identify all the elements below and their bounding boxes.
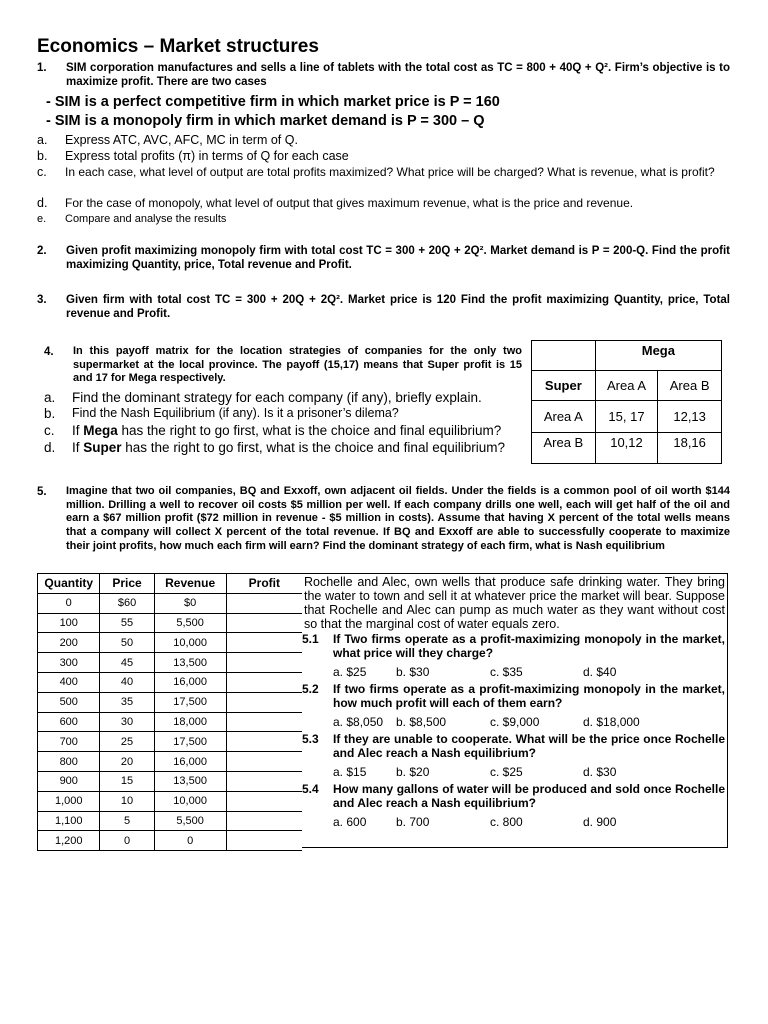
subq-5-2-text: If two firms operate as a profit-maximizing monopoly in the market, how much profit will each of them earn? — [333, 682, 725, 710]
payoff-matrix — [531, 340, 722, 464]
q1b-label: b. — [37, 149, 48, 163]
q4c-label: c. — [44, 423, 55, 438]
quantity-cell: 0 — [38, 593, 100, 613]
option-d[interactable]: d. $40 — [583, 665, 617, 679]
revenue-cell: 13,500 — [154, 771, 226, 791]
profit-cell — [226, 633, 302, 653]
matrix-col-header-a: Area A — [595, 371, 658, 401]
quantity-cell: 300 — [38, 653, 100, 673]
revenue-cell: 17,500 — [154, 692, 226, 712]
q4b-text: Find the Nash Equilibrium (if any). Is it a prisoner’s dilema? — [72, 406, 399, 420]
profit-cell — [226, 613, 302, 633]
q1c-label: c. — [37, 165, 47, 179]
table-row — [38, 811, 303, 831]
table-row — [38, 672, 303, 692]
profit-cell — [226, 653, 302, 673]
matrix-col-header-b: Area B — [658, 371, 722, 401]
table-row — [38, 752, 303, 772]
q4d-label: d. — [44, 440, 56, 455]
q5-number: 5. — [37, 486, 47, 498]
quantity-cell: 400 — [38, 672, 100, 692]
option-b[interactable]: b. 700 — [396, 815, 430, 829]
quantity-cell: 100 — [38, 613, 100, 633]
option-b[interactable]: b. $8,500 — [396, 715, 447, 729]
matrix-cell-ab: 12,13 — [658, 401, 722, 432]
price-cell: 0 — [100, 831, 154, 851]
profit-cell — [226, 811, 302, 831]
page-title: Economics – Market structures — [37, 36, 319, 57]
q1-case-2: - SIM is a monopoly firm in which market demand is P = 300 – Q — [46, 113, 485, 129]
q4a-text: Find the dominant strategy for each company (if any), briefly explain. — [72, 390, 482, 405]
matrix-row-player: Super — [532, 371, 596, 401]
q4a-label: a. — [44, 390, 56, 405]
revenue-cell: 18,000 — [154, 712, 226, 732]
option-b[interactable]: b. $30 — [396, 665, 430, 679]
price-cell: 45 — [100, 653, 154, 673]
quantity-cell: 500 — [38, 692, 100, 712]
price-cell: 30 — [100, 712, 154, 732]
table-row — [38, 771, 303, 791]
table-row — [38, 712, 303, 732]
rochelle-intro-text: Rochelle and Alec, own wells that produce safe drinking water. They bring the water to town and sell it at whatever price the market will bear. Suppose that Rochelle and Alec can pump as much water as they want without cost so that the marginal cost of water equals zero. — [304, 575, 725, 631]
q1d-text: For the case of monopoly, what level of output that gives maximum revenue, what is the price and revenue. — [65, 196, 634, 210]
col-header-quantity: Quantity — [38, 574, 100, 594]
q1a-text: Express ATC, AVC, AFC, MC in term of Q. — [65, 133, 298, 147]
q1-case-1: - SIM is a perfect competitive firm in which market price is P = 160 — [46, 94, 500, 110]
matrix-row-label-a: Area A — [532, 401, 596, 432]
subq-5-1-number: 5.1 — [302, 632, 319, 646]
subq-5-3-number: 5.3 — [302, 732, 319, 746]
table-row — [38, 593, 303, 613]
profit-cell — [226, 831, 302, 851]
quantity-cell: 600 — [38, 712, 100, 732]
quantity-cell: 1,100 — [38, 811, 100, 831]
matrix-cell-aa: 15, 17 — [595, 401, 658, 432]
option-a[interactable]: a. $15 — [333, 765, 367, 779]
revenue-cell: 10,000 — [154, 633, 226, 653]
revenue-cell: $0 — [154, 593, 226, 613]
q4d-post: has the right to go first, what is the choice and final equilibrium? — [121, 440, 505, 455]
quantity-cell: 1,200 — [38, 831, 100, 851]
table-row — [38, 791, 303, 811]
price-cell: 40 — [100, 672, 154, 692]
q1e-text: Compare and analyse the results — [65, 213, 227, 225]
option-b[interactable]: b. $20 — [396, 765, 430, 779]
q4c-pre: If — [72, 423, 84, 438]
q1a-label: a. — [37, 133, 48, 147]
matrix-cell-bb: 18,16 — [658, 432, 722, 463]
profit-cell — [226, 712, 302, 732]
q1-text: SIM corporation manufactures and sells a line of tablets with the total cost as TC = 800 + 40Q + Q². Firm’s objective is to maximize profit. There are two cases — [66, 62, 730, 88]
quantity-cell: 200 — [38, 633, 100, 653]
q1b-text: Express total profits (π) in terms of Q for each case — [65, 149, 349, 163]
table-row — [38, 831, 303, 851]
option-a[interactable]: a. $25 — [333, 665, 367, 679]
matrix-row-label-b: Area B — [532, 432, 596, 463]
q4-number: 4. — [44, 346, 54, 358]
revenue-cell: 16,000 — [154, 672, 226, 692]
option-a[interactable]: a. 600 — [333, 815, 367, 829]
q5-text: Imagine that two oil companies, BQ and Exxoff, own adjacent oil fields. Under the fields is a common pool of oil worth $144 million. Drilling a well to recover oil costs $5 million per well. If each company drills one well, each will get half of the oil and earn a $67 million profit ($72 million in revenue - $5 million in costs). Assume that having X percent of the total wells means that a company will collect X percent of the total revenue. If BQ and Exxoff are able to successfully cooperate to maximize their joint profits, how much each firm will earn? Find the dominant strategy of each firm, what is Nash equilibrium — [66, 485, 730, 552]
subq-5-3-text: If they are unable to cooperate. What will be the price once Rochelle and Alec reach a Nash equilibrium? — [333, 732, 725, 760]
col-header-price: Price — [100, 574, 154, 594]
revenue-cell: 5,500 — [154, 811, 226, 831]
option-c[interactable]: c. $25 — [490, 765, 523, 779]
matrix-corner — [532, 341, 596, 371]
option-a[interactable]: a. $8,050 — [333, 715, 384, 729]
profit-cell — [226, 692, 302, 712]
revenue-cell: 5,500 — [154, 613, 226, 633]
price-cell: 35 — [100, 692, 154, 712]
price-cell: 5 — [100, 811, 154, 831]
option-c[interactable]: c. 800 — [490, 815, 523, 829]
quantity-cell: 700 — [38, 732, 100, 752]
q4d-bold: Super — [83, 440, 122, 455]
quantity-cell: 800 — [38, 752, 100, 772]
q4b-label: b. — [44, 406, 56, 421]
option-d[interactable]: d. $30 — [583, 765, 617, 779]
table-row — [38, 732, 303, 752]
subq-5-1-text: If Two firms operate as a profit-maximizing monopoly in the market, what price will they charge? — [333, 632, 725, 660]
price-cell: 15 — [100, 771, 154, 791]
revenue-cell: 17,500 — [154, 732, 226, 752]
quantity-cell: 900 — [38, 771, 100, 791]
table-row — [38, 653, 303, 673]
option-c[interactable]: c. $9,000 — [490, 715, 540, 729]
col-header-profit: Profit — [226, 574, 302, 594]
revenue-cell: 16,000 — [154, 752, 226, 772]
profit-cell — [226, 672, 302, 692]
profit-cell — [226, 771, 302, 791]
price-cell: 50 — [100, 633, 154, 653]
table-row — [38, 692, 303, 712]
option-d[interactable]: d. $18,000 — [583, 715, 640, 729]
q4-subquestions — [44, 390, 529, 460]
price-cell: 25 — [100, 732, 154, 752]
subq-5-4-text: How many gallons of water will be produced and sold once Rochelle and Alec reach a Nash equilibrium? — [333, 782, 725, 810]
subq-5-4-number: 5.4 — [302, 782, 319, 796]
q1e-label: e. — [37, 213, 47, 225]
price-cell: 10 — [100, 791, 154, 811]
rochelle-intro — [304, 575, 725, 631]
q1c-text: In each case, what level of output are total profits maximized? What price will be charged? What is revenue, what is profit? — [65, 165, 715, 179]
q1d-label: d. — [37, 196, 48, 210]
q4d-pre: If — [72, 440, 84, 455]
price-cell: $60 — [100, 593, 154, 613]
revenue-cell: 10,000 — [154, 791, 226, 811]
price-cell: 55 — [100, 613, 154, 633]
profit-cell — [226, 732, 302, 752]
price-cell: 20 — [100, 752, 154, 772]
q3-text: Given firm with total cost TC = 300 + 20Q + 2Q². Market price is 120 Find the profit maximizing Quantity, price, Total revenue and Profit. — [66, 294, 730, 320]
q4c-bold: Mega — [83, 423, 118, 438]
option-c[interactable]: c. $35 — [490, 665, 523, 679]
quantity-cell: 1,000 — [38, 791, 100, 811]
option-d[interactable]: d. 900 — [583, 815, 617, 829]
q4c-post: has the right to go first, what is the choice and final equilibrium? — [117, 423, 502, 438]
q4-text: In this payoff matrix for the location strategies of companies for the only two supermarket at the local province. The payoff (15,17) means that Super profit is 15 and 17 for Mega respectively. — [73, 345, 522, 384]
revenue-cell: 13,500 — [154, 653, 226, 673]
q4d-text — [72, 440, 505, 455]
profit-cell — [226, 752, 302, 772]
demand-table — [37, 573, 302, 851]
q1-subquestions — [37, 133, 732, 228]
subq-5-2-number: 5.2 — [302, 682, 319, 696]
matrix-col-player: Mega — [595, 341, 721, 371]
table-row — [38, 633, 303, 653]
matrix-cell-ba: 10,12 — [595, 432, 658, 463]
profit-cell — [226, 593, 302, 613]
table-row — [38, 613, 303, 633]
q3-number: 3. — [37, 294, 47, 306]
q1-number: 1. — [37, 62, 47, 74]
q2-number: 2. — [37, 245, 47, 257]
col-header-revenue: Revenue — [154, 574, 226, 594]
q4c-text — [72, 423, 501, 438]
profit-cell — [226, 791, 302, 811]
revenue-cell: 0 — [154, 831, 226, 851]
q2-text: Given profit maximizing monopoly firm with total cost TC = 300 + 20Q + 2Q². Market demand is P = 200-Q. Find the profit maximizing Quantity, price, Total revenue and Profit. — [66, 245, 730, 271]
